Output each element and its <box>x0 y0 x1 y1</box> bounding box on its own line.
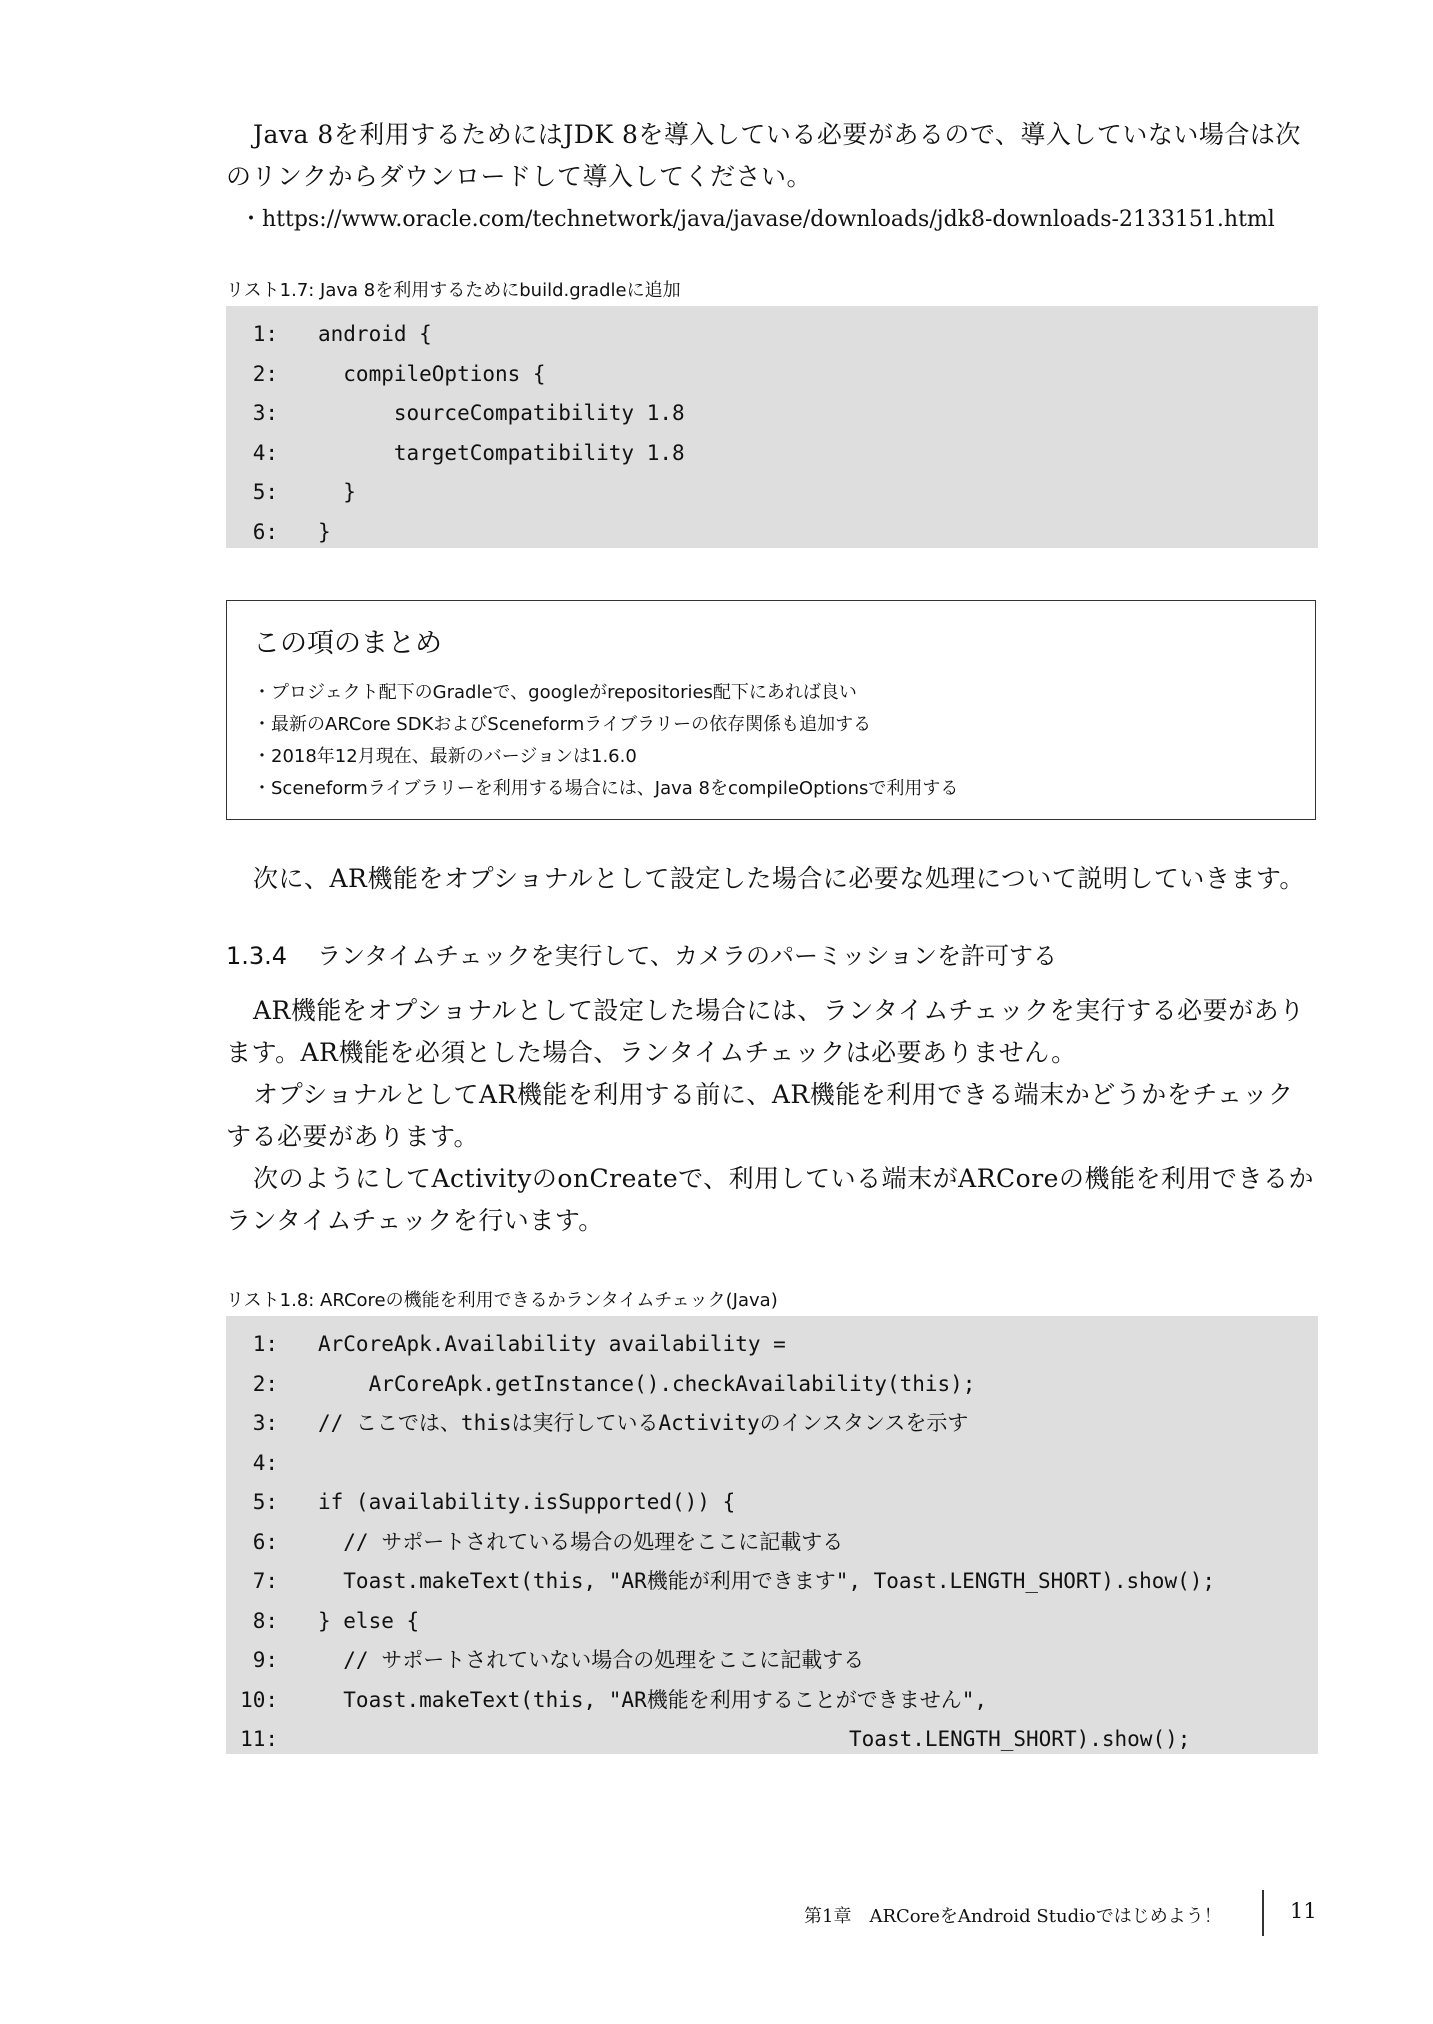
line-number: 6: <box>252 1529 278 1554</box>
code-line <box>226 1681 1318 1721</box>
section-title: ランタイムチェックを実行して、カメラのパーミッションを許可する <box>317 942 1057 970</box>
code-text: // サポートされている場合の処理をここに記載する <box>318 1529 844 1554</box>
line-number: 2: <box>252 1371 278 1396</box>
intro-paragraph <box>226 114 1318 198</box>
transition-paragraph <box>226 858 1318 900</box>
code-text: } <box>318 480 356 504</box>
code-text: } <box>318 519 331 544</box>
code-line <box>226 1483 1318 1523</box>
code-line <box>226 355 1318 395</box>
code-line <box>226 1404 1318 1444</box>
code-text: targetCompatibility 1.8 <box>318 440 685 465</box>
code-text: // サポートされていない場合の処理をここに記載する <box>318 1648 865 1672</box>
footer-chapter: 第1章 ARCoreをAndroid Studioではじめよう！ <box>804 1906 1222 1927</box>
summary-item: ・Sceneformライブラリーを利用する場合には、Java 8をcompileOptionsで利用する <box>253 778 959 799</box>
summary-box <box>226 600 1316 820</box>
code-line <box>226 1325 1318 1365</box>
code-line <box>226 513 1318 553</box>
code-line <box>226 1720 1318 1760</box>
section-number: 1.3.4 <box>226 942 288 970</box>
line-number: 10: <box>240 1687 278 1712</box>
transition-text: 次に、AR機能をオプショナルとして設定した場合に必要な処理について説明していきます。 <box>253 864 1305 893</box>
line-number: 3: <box>252 1411 278 1435</box>
listing-caption: リスト1.8: ARCoreの機能を利用できるかランタイムチェック(Java) <box>226 1290 778 1311</box>
code-line <box>226 1602 1318 1642</box>
code-line <box>226 394 1318 434</box>
code-line <box>226 1365 1318 1405</box>
summary-item: ・プロジェクト配下のGradleで、googleがrepositories配下にあれば良い <box>253 682 857 703</box>
code-text: ArCoreApk.getInstance().checkAvailability(this); <box>318 1371 976 1396</box>
line-number: 5: <box>252 1490 278 1514</box>
summary-list <box>253 677 958 805</box>
line-number: 4: <box>252 440 278 465</box>
code-line <box>226 1523 1318 1563</box>
code-line <box>226 1444 1318 1484</box>
body-paragraph: オプショナルとしてAR機能を利用する前に、AR機能を利用できる端末かどうかをチェックする必要があります。 <box>226 1080 1294 1151</box>
line-number: 3: <box>252 401 278 425</box>
body-text <box>226 990 1318 1242</box>
code-text: Toast.makeText(this, "AR機能が利用できます", Toast.LENGTH_SHORT).show(); <box>318 1569 1216 1593</box>
code-text: sourceCompatibility 1.8 <box>318 401 685 425</box>
summary-item: ・最新のARCore SDKおよびSceneformライブラリーの依存関係も追加する <box>253 714 872 735</box>
intro-text: Java 8を利用するためにはJDK 8を導入している必要があるので、導入していない場合は次のリンクからダウンロードして導入してください。 <box>226 120 1301 191</box>
line-number: 5: <box>252 480 278 504</box>
code-text: Toast.makeText(this, "AR機能を利用することができません", <box>318 1687 988 1712</box>
code-line <box>226 473 1318 513</box>
section-heading <box>226 936 1057 971</box>
code-block <box>226 306 1318 548</box>
footer-divider <box>1262 1890 1264 1936</box>
code-line <box>226 434 1318 474</box>
code-text: } else { <box>318 1608 420 1633</box>
line-number: 9: <box>252 1648 278 1672</box>
listing-caption: リスト1.7: Java 8を利用するためにbuild.gradleに追加 <box>226 280 681 301</box>
summary-item: ・2018年12月現在、最新のバージョンは1.6.0 <box>253 746 637 767</box>
download-link[interactable]: ・https://www.oracle.com/technetwork/java/javase/downloads/jdk8-downloads-2133151.html <box>240 207 1275 232</box>
code-line <box>226 315 1318 355</box>
line-number: 4: <box>252 1450 278 1475</box>
code-text: // ここでは、thisは実行しているActivityのインスタンスを示す <box>318 1411 969 1435</box>
line-number: 11: <box>240 1727 278 1751</box>
code-line <box>226 1562 1318 1602</box>
line-number: 7: <box>252 1569 278 1593</box>
code-line <box>226 1641 1318 1681</box>
line-number: 2: <box>252 361 278 386</box>
body-paragraph: AR機能をオプショナルとして設定した場合には、ランタイムチェックを実行する必要があります。AR機能を必須とした場合、ランタイムチェックは必要ありません。 <box>226 996 1305 1067</box>
code-text: if (availability.isSupported()) { <box>318 1490 736 1514</box>
code-text: android { <box>318 322 432 346</box>
body-paragraph: 次のようにしてActivityのonCreateで、利用している端末がARCoreの機能を利用できるかランタイムチェックを行います。 <box>226 1164 1314 1235</box>
line-number: 6: <box>252 519 278 544</box>
page-number: 11 <box>1290 1899 1317 1923</box>
line-number: 1: <box>252 1332 278 1356</box>
line-number: 8: <box>252 1608 278 1633</box>
code-block <box>226 1316 1318 1754</box>
code-text: ArCoreApk.Availability availability = <box>318 1332 786 1356</box>
code-text: compileOptions { <box>318 361 546 386</box>
summary-title: この項のまとめ <box>253 628 442 659</box>
code-text: Toast.LENGTH_SHORT).show(); <box>318 1727 1191 1751</box>
line-number: 1: <box>252 322 278 346</box>
